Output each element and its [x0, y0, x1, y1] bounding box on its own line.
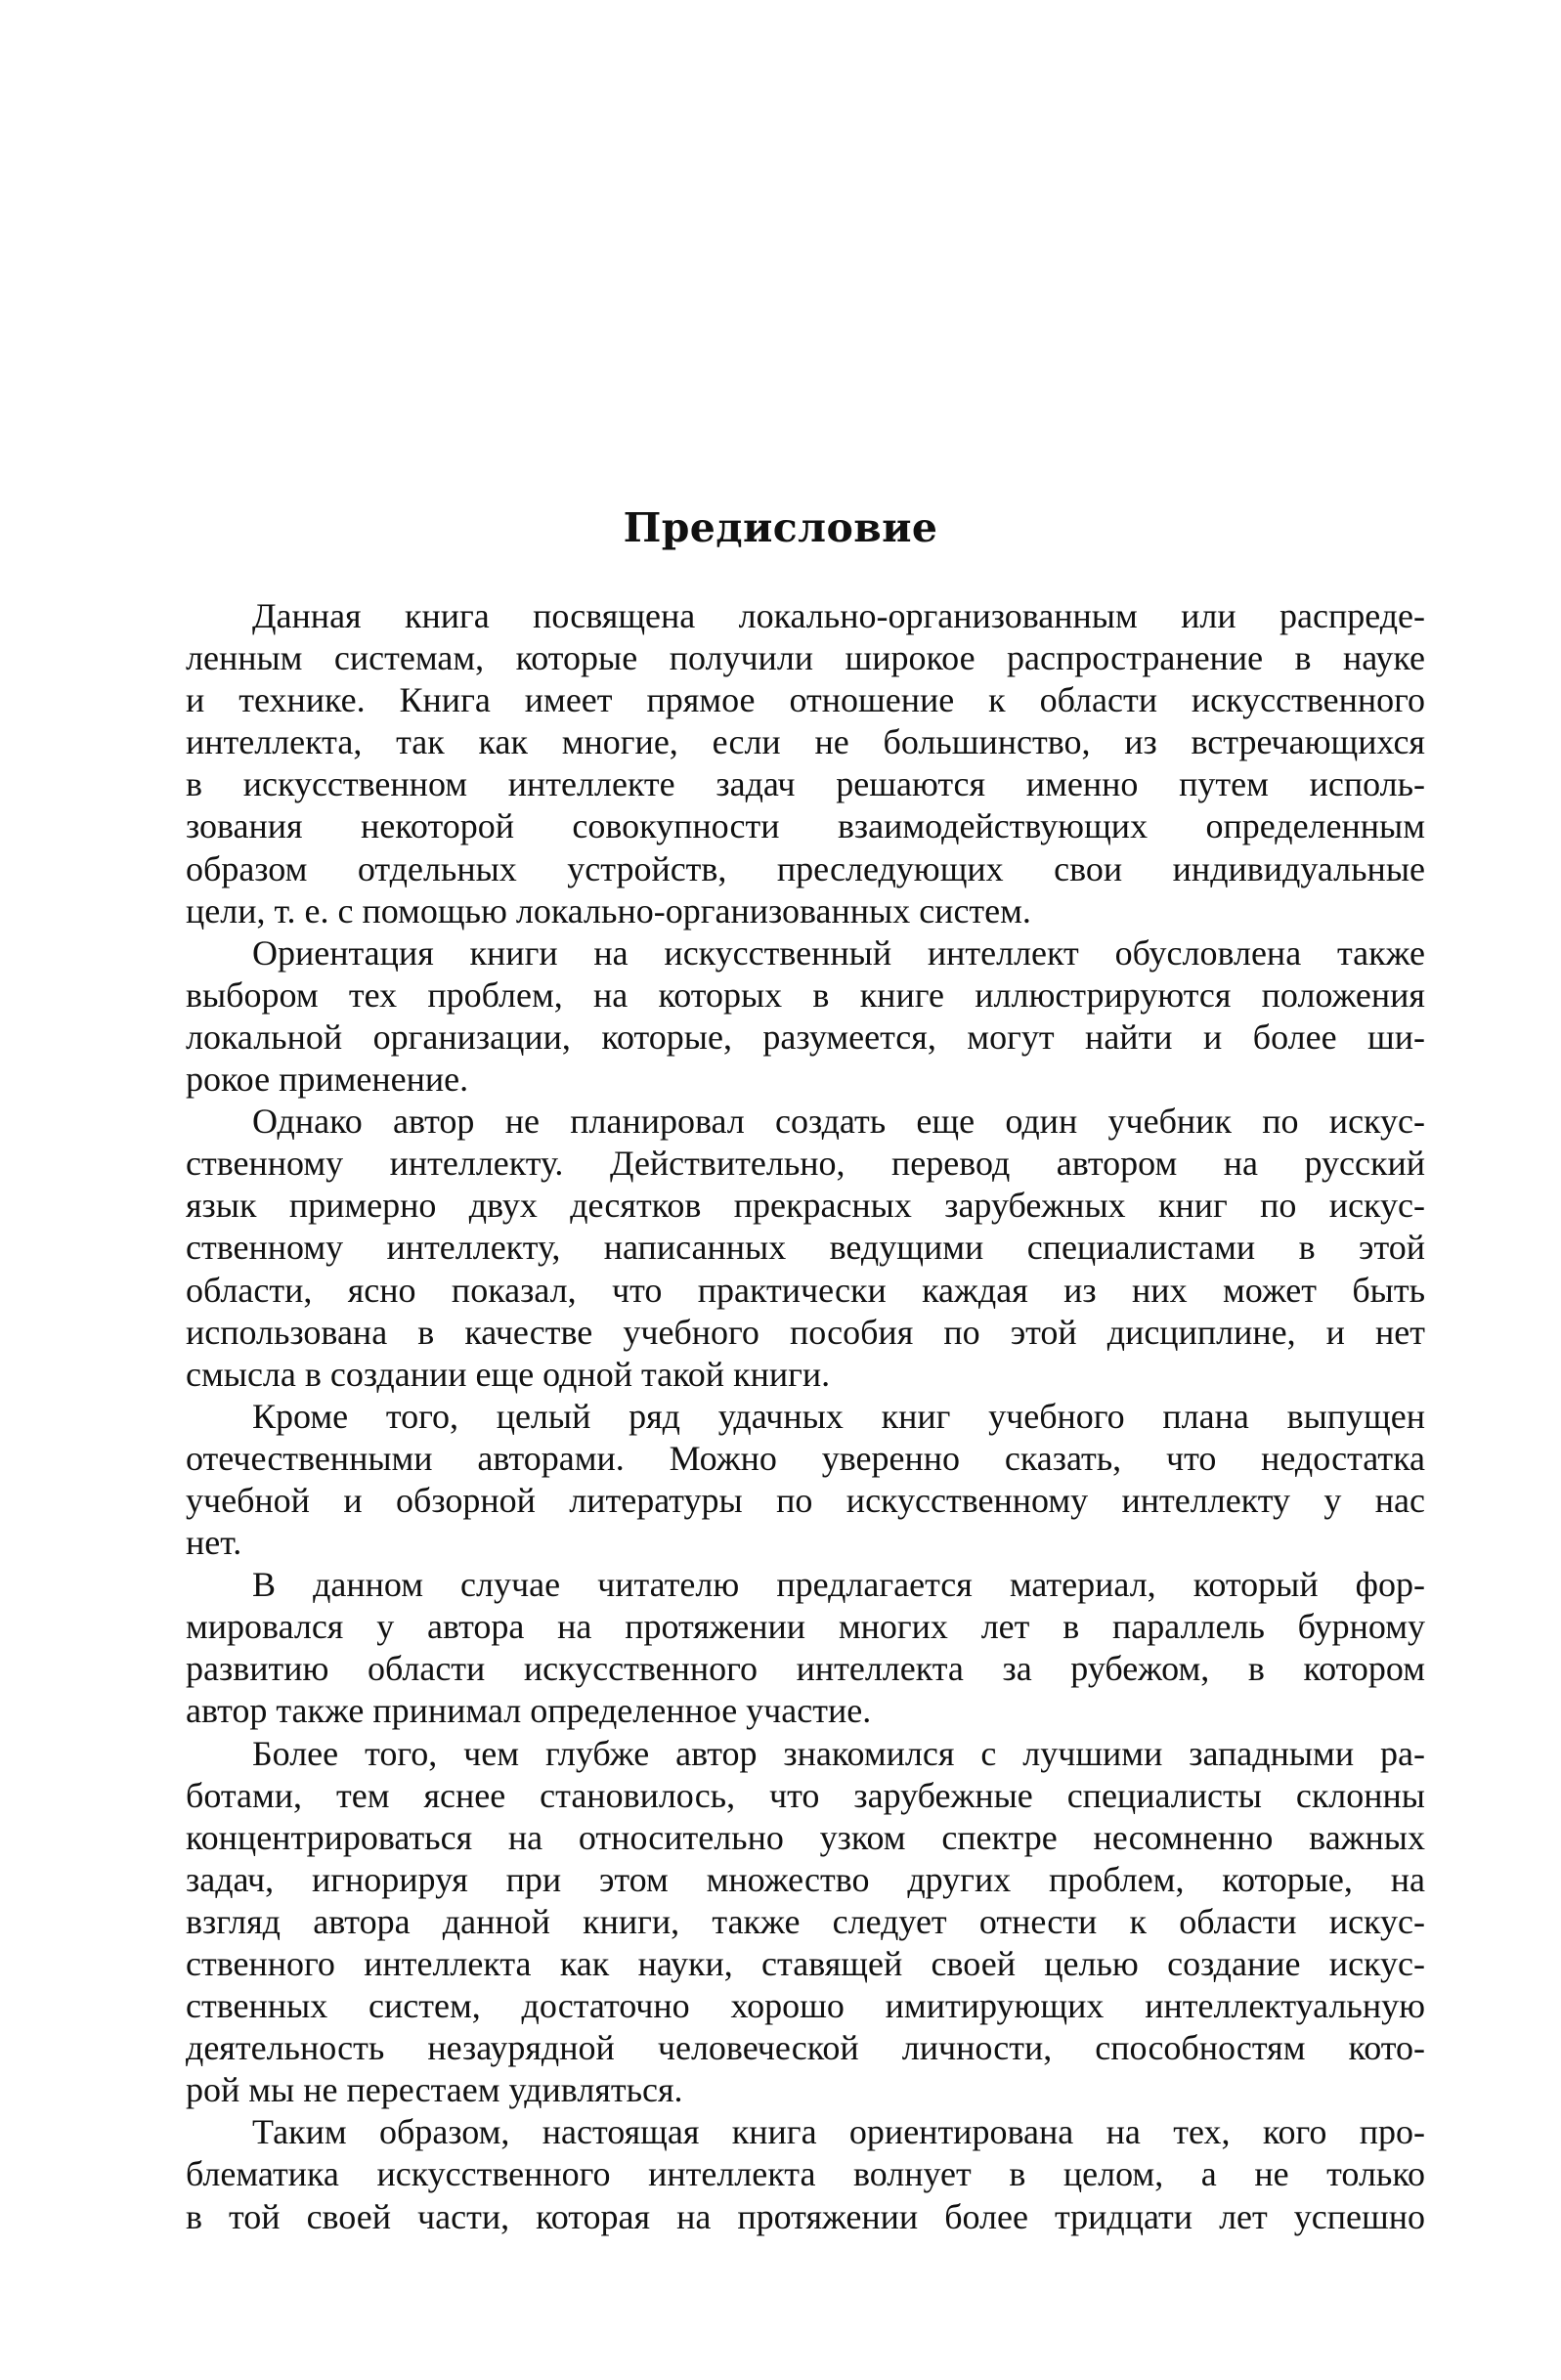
- text-line: задач, игнорируя при этом множество других проблем, которые, на: [186, 1859, 1425, 1899]
- text-line: и технике. Книга имеет прямое отношение к области искусственного: [186, 680, 1425, 720]
- text-line: Однако автор не планировал создать еще один учебник по искус-: [252, 1102, 1425, 1142]
- preface-heading: Предисловие: [623, 504, 938, 551]
- text-line: в той своей части, которая на протяжении более тридцати лет успешно: [186, 2196, 1425, 2236]
- text-line: использована в качестве учебного пособия по этой дисциплине, и нет: [186, 1312, 1425, 1352]
- text-line: отечественными авторами. Можно уверенно сказать, что недостатка: [186, 1438, 1425, 1478]
- text-line: интеллекта, так как многие, если не большинство, из встречающихся: [186, 722, 1425, 762]
- text-line: рокое применение.: [186, 1060, 469, 1100]
- text-line: взгляд автора данной книги, также следует отнести к области искус-: [186, 1901, 1425, 1941]
- text-line: зования некоторой совокупности взаимодействующих определенным: [186, 806, 1425, 846]
- text-line: автор также принимал определенное участие.: [186, 1691, 872, 1731]
- text-line: области, ясно показал, что практически каждая из них может быть: [186, 1270, 1425, 1310]
- text-line: локальной организации, которые, разумеется, могут найти и более ши-: [186, 1017, 1425, 1057]
- text-line: концентрироваться на относительно узком спектре несомненно важных: [186, 1817, 1425, 1857]
- text-line: цели, т. е. с помощью локально-организованных систем.: [186, 890, 1031, 930]
- text-line: блематика искусственного интеллекта волнует в целом, а не только: [186, 2154, 1425, 2194]
- text-line: образом отдельных устройств, преследующих свои индивидуальные: [186, 848, 1425, 888]
- text-line: Данная книга посвящена локально-организованным или распреде-: [252, 596, 1425, 635]
- text-line: нет.: [186, 1523, 242, 1563]
- paragraph-6: [186, 1733, 1425, 2112]
- text-line: в искусственном интеллекте задач решаются именно путем исполь-: [186, 764, 1425, 804]
- text-line: ственных систем, достаточно хорошо имитирующих интеллектуальную: [186, 1986, 1425, 2026]
- preface-body: [186, 595, 1425, 2238]
- text-line: В данном случае читателю предлагается материал, который фор-: [252, 1565, 1425, 1605]
- text-line: Более того, чем глубже автор знакомился с лучшими западными ра-: [252, 1733, 1425, 1773]
- paragraph-7: [186, 2111, 1425, 2237]
- text-line: деятельность незаурядной человеческой личности, способностям кото-: [186, 2028, 1425, 2068]
- paragraph-2: [186, 932, 1425, 1101]
- text-line: выбором тех проблем, на которых в книге иллюстрируются положения: [186, 974, 1425, 1015]
- text-line: ственному интеллекту. Действительно, перевод автором на русский: [186, 1144, 1425, 1184]
- text-line: ленным системам, которые получили широкое распространение в науке: [186, 638, 1425, 678]
- text-line: язык примерно двух десятков прекрасных зарубежных книг по искус-: [186, 1186, 1425, 1226]
- text-line: развитию области искусственного интеллекта за рубежом, в котором: [186, 1649, 1425, 1689]
- paragraph-3: [186, 1101, 1425, 1396]
- paragraph-5: [186, 1564, 1425, 1732]
- text-line: мировался у автора на протяжении многих лет в параллель бурному: [186, 1607, 1425, 1647]
- text-line: учебной и обзорной литературы по искусственному интеллекту у нас: [186, 1480, 1425, 1520]
- text-line: рой мы не перестаем удивляться.: [186, 2070, 683, 2110]
- paragraph-4: [186, 1396, 1425, 1564]
- text-line: Ориентация книги на искусственный интеллект обусловлена также: [252, 932, 1425, 973]
- text-line: ственного интеллекта как науки, ставящей своей целью создание искус-: [186, 1944, 1425, 1983]
- text-line: Таким образом, настоящая книга ориентирована на тех, кого про-: [252, 2112, 1425, 2152]
- text-line: смысла в создании еще одной такой книги.: [186, 1354, 831, 1394]
- paragraph-1: [186, 595, 1425, 932]
- text-line: Кроме того, целый ряд удачных книг учебного плана выпущен: [252, 1396, 1425, 1436]
- text-line: ботами, тем яснее становилось, что зарубежные специалисты склонны: [186, 1775, 1425, 1815]
- text-line: ственному интеллекту, написанных ведущими специалистами в этой: [186, 1228, 1425, 1268]
